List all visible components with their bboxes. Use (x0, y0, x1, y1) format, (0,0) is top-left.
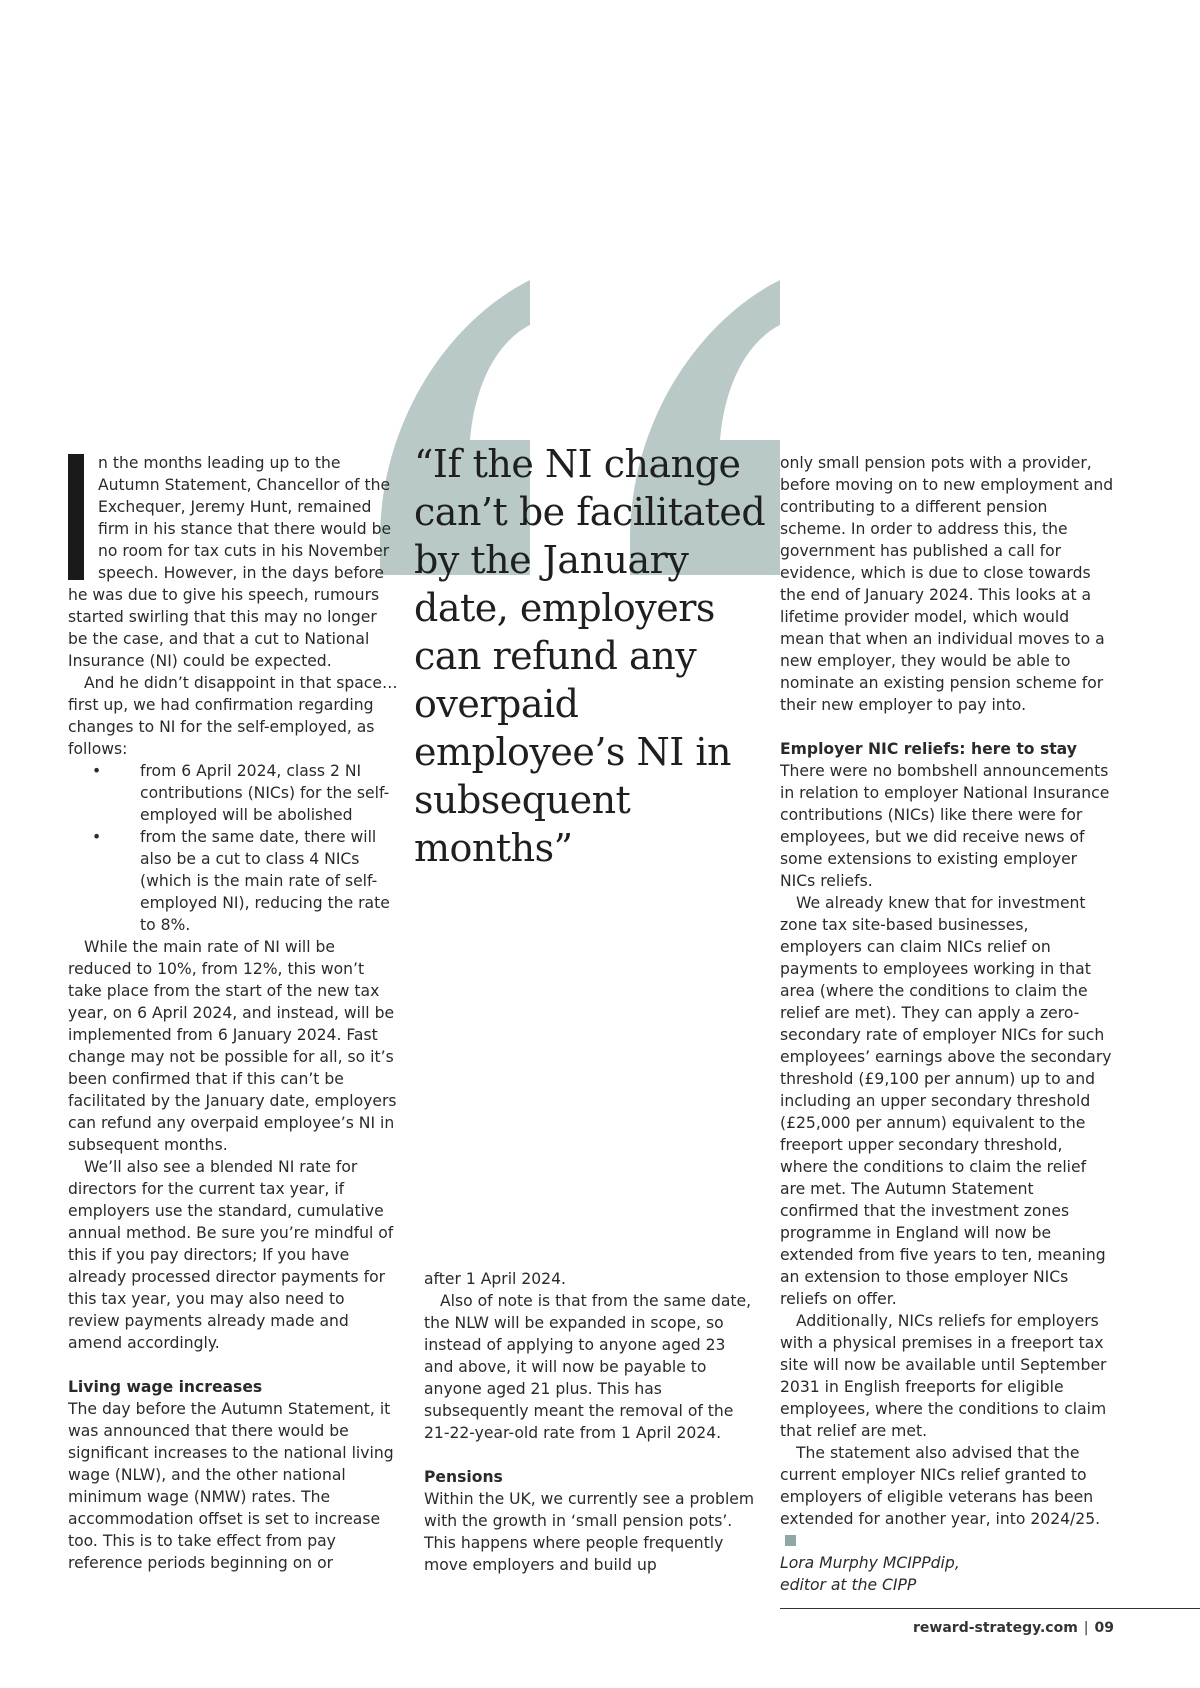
intro-paragraph (68, 452, 398, 672)
list-item (68, 826, 398, 936)
paragraph: Also of note is that from the same date, the NLW will be expanded in scope, so instead of applying to anyone aged 23 and above, it will now be payable to anyone aged 21 plus. This has subsequently meant the removal of the 21-22-year-old rate from 1 April 2024. (424, 1292, 752, 1442)
paragraph: And he didn’t disappoint in that space… first up, we had confirmation regarding changes to NI for the self-employed, as follows: (68, 674, 398, 758)
intro-rest: he was due to give his speech, rumours started swirling that this may no longer be the case, and that a cut to National Insurance (NI) could be expected. (68, 586, 380, 670)
intro-first-lines: n the months leading up to the Autumn Statement, Chancellor of the Exchequer, Jeremy Hunt, remained firm in his stance that there would be no room for tax cuts in his November speech. However, in the days before (98, 454, 392, 582)
paragraph: We’ll also see a blended NI rate for directors for the current tax year, if employers use the standard, cumulative annual method. Be sure you’re mindful of this if you pay directors; If you have already processed director payments for this tax year, you may also need to review payments already made and amend accordingly. (68, 1158, 394, 1352)
bullet-list (68, 760, 398, 936)
list-item (68, 760, 398, 826)
footer-separator: | (1083, 1620, 1089, 1636)
bullet-text: from 6 April 2024, class 2 NI contributions (NICs) for the self-employed will be abolished (140, 762, 390, 824)
section-heading-living-wage: Living wage increases (68, 1378, 263, 1396)
footer-rule (780, 1608, 1200, 1609)
author-name: Lora Murphy MCIPPdip, (780, 1554, 960, 1572)
paragraph: Within the UK, we currently see a problem with the growth in ‘small pension pots’. This happens where people frequently move employers and build up (424, 1490, 755, 1574)
paragraph: There were no bombshell announcements in relation to employer National Insurance contributions (NICs) like there were for employees, but we did receive news of some extensions to existing employer NICs reliefs. (780, 762, 1110, 890)
paragraph: While the main rate of NI will be reduced to 10%, from 12%, this won’t take place from the start of the new tax year, on 6 April 2024, and instead, will be implemented from 6 January 2024. Fast change may not be possible for all, so it’s been confirmed that if this can’t be facilitated by the January date, employers can refund any overpaid employee’s NI in subsequent months. (68, 938, 397, 1154)
pull-quote: “If the NI change can’t be facilitated by the January date, employers can refund any overpaid employee’s NI in subsequent months” (414, 442, 766, 870)
page-footer (913, 1620, 1114, 1636)
paragraph (780, 1442, 1114, 1552)
paragraph: after 1 April 2024. (424, 1270, 566, 1288)
closing-text: The statement also advised that the current employer NICs relief granted to employers of eligible veterans has been extended for another year, into 2024/25. (780, 1444, 1101, 1528)
end-mark-square (785, 1535, 796, 1546)
article-column-2 (424, 1268, 756, 1576)
drop-cap-i (68, 454, 84, 580)
paragraph: We already knew that for investment zone tax site-based businesses, employers can claim NICs relief on payments to employees working in that area (where the conditions to claim the relief are met). They can apply a zero-secondary rate of employer NICs for such employees’ earnings above the secondary threshold (£9,100 per annum) up to and including an upper secondary threshold (£25,000 per annum) equivalent to the freeport upper secondary threshold, where the conditions to claim the relief are met. The Autumn Statement confirmed that the investment zones programme in England will now be extended from five years to ten, meaning an extension to those employer NICs reliefs on offer. (780, 894, 1112, 1308)
paragraph: Additionally, NICs reliefs for employers with a physical premises in a freeport tax site will now be available until September 2031 in English freeports for eligible employees, where the conditions to claim that relief are met. (780, 1312, 1107, 1440)
article-column-1 (68, 452, 398, 1574)
paragraph: The day before the Autumn Statement, it was announced that there would be significant increases to the national living wage (NLW), and the other national minimum wage (NMW) rates. The accommodation offset is set to increase too. This is to take effect from pay reference periods beginning on or (68, 1400, 394, 1572)
bullet-glyph: • (92, 828, 102, 846)
page-number: 09 (1094, 1620, 1114, 1636)
author-role: editor at the CIPP (780, 1576, 917, 1594)
bullet-glyph: • (92, 762, 102, 780)
article-column-3 (780, 452, 1114, 1596)
section-heading-pensions: Pensions (424, 1468, 503, 1486)
section-heading-employer-nic: Employer NIC reliefs: here to stay (780, 740, 1077, 758)
paragraph: only small pension pots with a provider, before moving on to new employment and contributing to a different pension scheme. In order to address this, the government has published a call for evidence, which is due to close towards the end of January 2024. This looks at a lifetime provider model, which would mean that when an individual moves to a new employer, they would be able to nominate an existing pension scheme for their new employer to pay into. (780, 454, 1114, 714)
bullet-text: from the same date, there will also be a cut to class 4 NICs (which is the main rate of self-employed NI), reducing the rate to 8%. (140, 828, 390, 934)
footer-site: reward-strategy.com (913, 1620, 1078, 1636)
